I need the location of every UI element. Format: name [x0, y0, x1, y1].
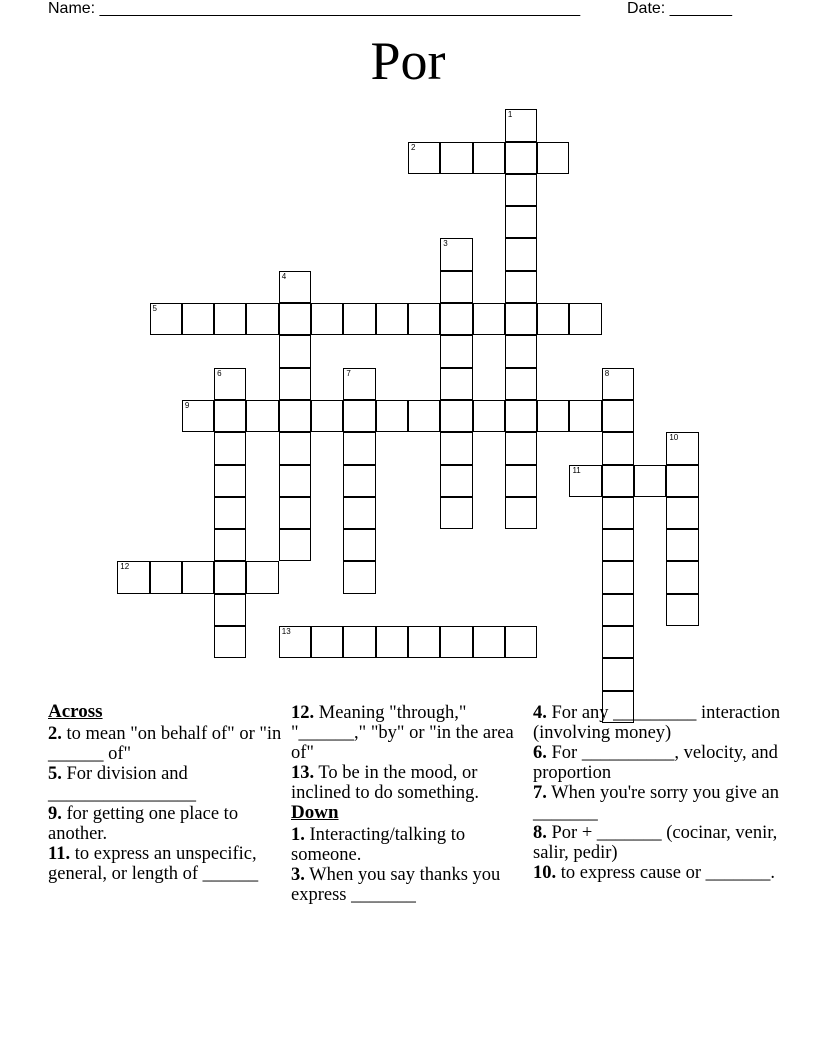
- clue-number: 2: [48, 724, 58, 744]
- grid-cell[interactable]: [473, 626, 505, 658]
- down-clue-7: 7. When you're sorry you give an _______: [533, 783, 780, 823]
- grid-cell[interactable]: [246, 561, 278, 593]
- grid-cell[interactable]: [279, 432, 311, 464]
- grid-cell[interactable]: [505, 432, 537, 464]
- grid-cell[interactable]: [408, 400, 440, 432]
- cell-number: 9: [184, 400, 190, 410]
- grid-cell[interactable]: [666, 432, 698, 464]
- grid-cell[interactable]: [505, 335, 537, 367]
- grid-cell[interactable]: [279, 497, 311, 529]
- grid-cell[interactable]: [505, 626, 537, 658]
- grid-cell[interactable]: [537, 400, 569, 432]
- clue-text: Interacting/talking to someone.: [291, 825, 466, 865]
- grid-cell[interactable]: [505, 368, 537, 400]
- grid-cell[interactable]: [214, 303, 246, 335]
- grid-cell[interactable]: [246, 303, 278, 335]
- clue-number: 11: [48, 844, 66, 864]
- grid-cell[interactable]: [182, 303, 214, 335]
- across-clue-5: 5. For division and ________________: [48, 764, 196, 804]
- grid-cell[interactable]: [505, 271, 537, 303]
- clue-text: to express cause or _______.: [560, 863, 775, 883]
- grid-cell[interactable]: [569, 400, 601, 432]
- grid-cell[interactable]: [214, 529, 246, 561]
- grid-cell[interactable]: [343, 303, 375, 335]
- clues-column-1: [48, 702, 286, 884]
- grid-cell[interactable]: [505, 174, 537, 206]
- grid-cell[interactable]: [602, 368, 634, 400]
- date-field-label: Date: _______: [627, 0, 732, 17]
- grid-cell[interactable]: [602, 529, 634, 561]
- grid-cell[interactable]: [602, 561, 634, 593]
- cell-number: 3: [443, 239, 448, 249]
- grid-cell[interactable]: [440, 335, 472, 367]
- grid-cell[interactable]: [311, 303, 343, 335]
- grid-cell[interactable]: [246, 400, 278, 432]
- name-field-label: Name: ______________________________________________________: [48, 0, 581, 17]
- grid-cell[interactable]: [569, 303, 601, 335]
- grid-cell[interactable]: [602, 432, 634, 464]
- down-clue-3: 3. When you say thanks you express _______: [291, 865, 501, 905]
- grid-cell[interactable]: [666, 561, 698, 593]
- grid-cell[interactable]: [666, 497, 698, 529]
- down-heading: Down: [291, 802, 339, 823]
- clues-column-3: [533, 703, 783, 883]
- cell-number: 4: [281, 271, 287, 281]
- clue-text: Meaning "through," "______," "by" or "in the area of": [291, 703, 514, 763]
- grid-cell[interactable]: [505, 206, 537, 238]
- clue-number: 6: [533, 743, 543, 763]
- clue-text: For division and ________________: [48, 764, 196, 804]
- across-clue-2: 2. to mean "on behalf of" or "in ______ of": [48, 724, 282, 764]
- grid-cell[interactable]: [408, 142, 440, 174]
- grid-cell[interactable]: [505, 303, 537, 335]
- grid-cell[interactable]: [473, 142, 505, 174]
- grid-cell[interactable]: [279, 335, 311, 367]
- grid-cell[interactable]: [279, 368, 311, 400]
- cell-number: 6: [217, 368, 222, 378]
- page-title: Por: [370, 31, 446, 91]
- clue-number: 5: [48, 764, 58, 784]
- grid-cell[interactable]: [343, 400, 375, 432]
- grid-cell[interactable]: [473, 303, 505, 335]
- grid-cell[interactable]: [440, 400, 472, 432]
- grid-cell[interactable]: [311, 400, 343, 432]
- grid-cell[interactable]: [440, 626, 472, 658]
- cell-number: 8: [604, 368, 610, 378]
- down-clue-6: 6. For __________, velocity, and proportion: [533, 743, 778, 783]
- clue-text: Por + _______ (cocinar, venir, salir, pedir): [533, 823, 778, 863]
- clue-text: for getting one place to another.: [48, 804, 239, 844]
- grid-cell[interactable]: [440, 238, 472, 270]
- grid-cell[interactable]: [279, 303, 311, 335]
- grid-cell[interactable]: [602, 658, 634, 690]
- grid-cell[interactable]: [150, 561, 182, 593]
- grid-cell[interactable]: [440, 465, 472, 497]
- grid-cell[interactable]: [343, 561, 375, 593]
- cell-number: 5: [152, 304, 157, 314]
- cell-number: 11: [572, 465, 581, 475]
- cell-number: 2: [410, 142, 416, 152]
- grid-cell[interactable]: [376, 626, 408, 658]
- grid-cell[interactable]: [214, 368, 246, 400]
- grid-cell[interactable]: [537, 142, 569, 174]
- grid-cell[interactable]: [214, 497, 246, 529]
- grid-cell[interactable]: [440, 432, 472, 464]
- down-clue-1: 1. Interacting/talking to someone.: [291, 825, 466, 865]
- clue-number: 10: [533, 863, 552, 883]
- cell-number: 1: [507, 110, 513, 120]
- grid-cell[interactable]: [279, 626, 311, 658]
- clue-text: to mean "on behalf of" or "in ______ of": [48, 724, 282, 764]
- clue-number: 4: [533, 703, 543, 723]
- grid-cell[interactable]: [343, 465, 375, 497]
- cell-number: 12: [120, 562, 130, 572]
- down-clue-8: 8. Por + _______ (cocinar, venir, salir, pedir): [533, 823, 778, 863]
- grid-cell[interactable]: [343, 626, 375, 658]
- clue-number: 7: [533, 783, 543, 803]
- down-clue-4: 4. For any _________ interaction (involving money): [533, 703, 781, 743]
- grid-cell[interactable]: [505, 142, 537, 174]
- grid-cell[interactable]: [602, 497, 634, 529]
- across-clue-13: 13. To be in the mood, or inclined to do something.: [291, 763, 480, 803]
- grid-cell[interactable]: [214, 626, 246, 658]
- grid-cell[interactable]: [343, 368, 375, 400]
- grid-cell[interactable]: [440, 303, 472, 335]
- grid-cell[interactable]: [214, 594, 246, 626]
- clue-text: For __________, velocity, and proportion: [533, 743, 778, 783]
- grid-cell[interactable]: [376, 303, 408, 335]
- grid-cell[interactable]: [117, 561, 149, 593]
- grid-cell[interactable]: [602, 594, 634, 626]
- across-clue-12: 12. Meaning "through," "______," "by" or "in the area of": [291, 703, 514, 763]
- grid-cell[interactable]: [505, 497, 537, 529]
- grid-cell[interactable]: [505, 400, 537, 432]
- grid-cell[interactable]: [343, 497, 375, 529]
- grid-cell[interactable]: [666, 529, 698, 561]
- grid-cell[interactable]: [279, 271, 311, 303]
- cell-number: 10: [669, 433, 679, 443]
- grid-cell[interactable]: [634, 465, 666, 497]
- clue-text: When you say thanks you express _______: [291, 865, 501, 905]
- grid-cell[interactable]: [569, 465, 601, 497]
- grid-cell[interactable]: [279, 400, 311, 432]
- down-clue-10: 10. to express cause or _______.: [533, 863, 775, 883]
- grid-cell[interactable]: [214, 465, 246, 497]
- grid-cell[interactable]: [537, 303, 569, 335]
- clue-number: 3: [291, 865, 301, 885]
- grid-cell[interactable]: [440, 368, 472, 400]
- grid-cell[interactable]: [505, 109, 537, 141]
- grid-cell[interactable]: [473, 400, 505, 432]
- grid-cell[interactable]: [666, 594, 698, 626]
- grid-cell[interactable]: [311, 626, 343, 658]
- grid-cell[interactable]: [279, 465, 311, 497]
- cell-number: 13: [281, 627, 291, 637]
- grid-cell[interactable]: [408, 303, 440, 335]
- across-clue-11: 11. to express an unspecific, general, or length of ______: [48, 844, 259, 884]
- clue-text: When you're sorry you give an _______: [533, 783, 780, 823]
- grid-cell[interactable]: [214, 561, 246, 593]
- grid-cell[interactable]: [408, 626, 440, 658]
- clues-column-2: [291, 703, 529, 905]
- grid-cell[interactable]: [440, 497, 472, 529]
- grid-cell[interactable]: [182, 561, 214, 593]
- clue-text: For any _________ interaction (involving money): [533, 703, 781, 743]
- clue-number: 8: [533, 823, 543, 843]
- grid-cell[interactable]: [440, 271, 472, 303]
- grid-cell[interactable]: [214, 432, 246, 464]
- grid-cell[interactable]: [602, 400, 634, 432]
- clue-number: 13: [291, 763, 310, 783]
- grid-cell[interactable]: [440, 142, 472, 174]
- clue-number: 12: [291, 703, 310, 723]
- grid-cell[interactable]: [182, 400, 214, 432]
- across-clue-9: 9. for getting one place to another.: [48, 804, 239, 844]
- grid-cell[interactable]: [343, 529, 375, 561]
- grid-cell[interactable]: [505, 465, 537, 497]
- clue-number: 1: [291, 825, 301, 845]
- grid-cell[interactable]: [602, 626, 634, 658]
- grid-cell[interactable]: [505, 238, 537, 270]
- across-heading: Across: [48, 701, 103, 722]
- clue-number: 9: [48, 804, 58, 824]
- grid-cell[interactable]: [376, 400, 408, 432]
- grid-cell[interactable]: [666, 465, 698, 497]
- cell-number: 7: [346, 368, 351, 378]
- grid-cell[interactable]: [150, 303, 182, 335]
- grid-cell[interactable]: [214, 400, 246, 432]
- grid-cell[interactable]: [602, 465, 634, 497]
- grid-cell[interactable]: [343, 432, 375, 464]
- clue-text: To be in the mood, or inclined to do something.: [291, 763, 480, 803]
- clue-text: to express an unspecific, general, or length of ______: [48, 844, 259, 884]
- grid-cell[interactable]: [279, 529, 311, 561]
